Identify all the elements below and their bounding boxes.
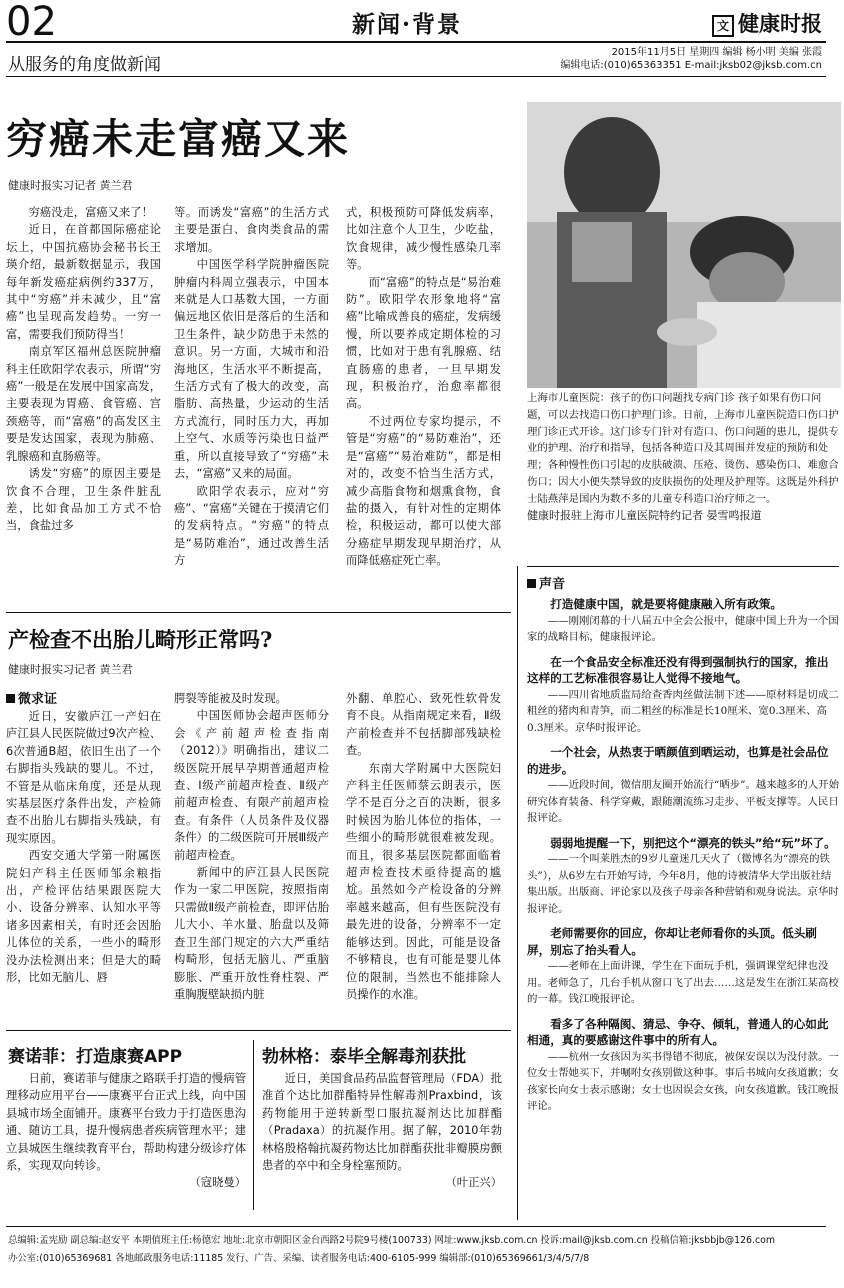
brief-separator	[253, 1040, 254, 1210]
voice-quote: 一个社会，从热衷于晒颜值到晒运动，也算是社会品位的进步。	[527, 745, 829, 776]
voice-quote: 在一个食品安全标准还没有得到强制执行的国家，推出这样的工艺标准很容易让人觉得不接地气。	[527, 654, 829, 685]
paragraph: 近日，美国食品药品监督管理局（FDA）批准首个达比加群酯特异性解毒剂Praxbind，该药物能用于逆转新型口服抗凝剂达比加群酯（Pradaxa）的抗凝作用。据了解，2010年勃林格殷格翰抗凝药物达比加群酯获批非瓣膜房颤患者的卒中和全身栓塞预防。	[262, 1072, 502, 1173]
voice-quote: 看多了各种隔阂、猜忌、争夺、倾轧，普通人的心如此相通，真的要感谢这件事中的所有人。	[527, 1016, 829, 1047]
section-title: 新闻·背景	[352, 11, 463, 38]
voice-source: ——杭州一女孩因为买书得错不彻底，被保安误以为没付款。一位女士帮她买下，并嘱咐女孩别做这种事。事后书城向女孩道歉；女孩家长向女士表示感谢；女士也因误会女孩，向女孩道歉。钱江晚报评论。	[527, 1050, 839, 1112]
voice-quote: 老师需要你的回应，你却让老师看你的头顶。低头刷屏，别忘了抬头看人。	[527, 926, 817, 957]
column-separator	[517, 566, 518, 1220]
voice-source: ——近段时间，微信朋友圈开始流行“晒步”。越来越多的人开始研究体育装备、科学穿戴，跟随潮流练习走步、平板支撑等。人民日报评论。	[527, 779, 839, 824]
paragraph: 西安交通大学第一附属医院妇产科主任医师邹余粮指出，产检评估结果跟医院大小、设备分辨率、认知水平等诸多因素相关，有时还会因胎儿体位的关系，一些小的畸形没办法检测出来；但是大的畸形，比如无脑儿、唇	[6, 849, 161, 985]
voice-item	[527, 835, 839, 918]
paragraph: 不过两位专家均提示，不管是“穷癌”的“易防难治”，还是“富癌”“易治难防”，都是相对的，改变不恰当生活方式，减少高脂食物和烟熏食物，食盐的摄入，有针对性的定期体检，积极运动，都可以使大部分癌症早期发现早期治疗，从而降低癌症死亡率。	[346, 414, 501, 568]
paragraph: 中国医师协会超声医师分会《产前超声检查指南（2012）》明确指出，建议二级医院开展早孕期普通超声检查、Ⅰ级产前超声检查、Ⅱ级产前超声检查、有限产前超声检查。有条件（人员条件及仪器条件）的二级医院可开展Ⅲ级产前超声检查。	[174, 709, 329, 862]
paragraph: 而“富癌”的特点是“易治难防”。欧阳学农形象地将“富癌”比喻成善良的癌症，发病缓慢，所以要养成定期体检的习惯，比如对于患有乳腺癌、结直肠癌的患者，一旦早期发现，积极治疗，治愈率都很高。	[346, 275, 501, 411]
paragraph: 东南大学附属中大医院妇产科主任医师蔡云朗表示，医学不是百分之百的决断，很多时候因为胎儿体位的指体，一些细小的畸形就很难被发现。而且，很多基层医院都面临着超声检查技术亟待提高的尴尬。虽然如今产检设备的分辨率越来越高，但有些医院没有最先进的设备，分辨率不一定能够达到。因此，可能是设备不够精良，也有可能是婴儿体位的限制，当然也不能排除人员操作的水准。	[346, 761, 501, 1001]
contact-line: 编辑电话:(010)65363351 E-mail:jksb02@jksb.com.cn	[560, 60, 822, 71]
lead-column-2	[174, 204, 329, 570]
paragraph: 近日，安徽庐江一产妇在庐江县人民医院做过9次产检、6次普通B超，依旧生出了一个右脚指头残缺的婴儿。不过，不管是从临床角度，还是从现实基层医疗条件出发，产检筛查不出胎儿右脚指头残缺，有现实原因。	[6, 710, 161, 845]
slogan: 从服务的角度做新闻	[8, 55, 161, 75]
second-byline: 健康时报实习记者 黄兰君	[8, 663, 133, 676]
newspaper-logo	[712, 8, 822, 38]
masthead-rule	[6, 41, 826, 43]
voice-quote: 弱弱地提醒一下，别把这个“漂亮的铁头”给“玩”坏了。	[550, 835, 836, 850]
voices-top-rule	[527, 566, 839, 567]
paragraph: 外翻、单腔心、致死性软骨发育不良。从指南规定来看，Ⅱ级产前检查并不包括脚部残缺检查。	[346, 692, 501, 758]
paragraph: 欧阳学农表示，应对“穷癌”、“富癌”关键在于摸清它们的发病特点。“穷癌”的特点是“易防难治”，通过改善生活方	[174, 484, 329, 568]
voices-kicker: 声音	[527, 573, 565, 592]
second-headline: 产检查不出胎儿畸形正常吗?	[8, 627, 273, 652]
second-column-2	[174, 690, 329, 1003]
voice-item	[527, 596, 839, 646]
logo-text: 健康时报	[738, 11, 822, 36]
voice-item	[527, 1016, 839, 1115]
lead-headline: 穷癌未走富癌又来	[6, 115, 350, 163]
paragraph: 日前，赛诺菲与健康之路联手打造的慢病管理移动应用平台——康赛平台正式上线，向中国县城市场全面铺开。康赛平台致力于打造医患沟通、随访工具，提升慢病患者疾病管理水平；建立县城医生继续教育平台，帮助构建分级诊疗体系，实现双向转诊。	[6, 1072, 246, 1173]
paragraph: 腭裂等能被及时发现。	[174, 692, 287, 705]
paragraph: 中国医学科学院肿瘤医院肿瘤内科周立强表示，中国本来就是人口基数大国，一方面偏远地区依旧是落后的生活和卫生条件，缺少防患于未然的意识。另一方面，大城市和沿海地区，生活水平不断提高，生活方式有了极大的改变，高脂肪、高热量，少运动的生活方式流行，同时压力大，再加上空气、水质等污染也日益严重，所以直接导致了“穷癌”未去，“富癌”又来的局面。	[174, 258, 329, 481]
brief-body-1	[6, 1070, 246, 1192]
brief-author-1: （寇晓曼）	[189, 1176, 246, 1190]
date-line: 2015年11月5日 星期四 编辑 杨小明 美编 张霞	[611, 47, 822, 58]
paragraph: 近日，在首都国际癌症论坛上，中国抗癌协会秘书长王瑛介绍，最新数据显示，我国每年新发癌症病例约337万，其中“穷癌”并未减少，且“富癌”也呈现高发趋势。一穷一富，需要我们预防得当！	[6, 223, 161, 341]
footer-line-2: 办公室:(010)65369681 各地邮政服务电话:11185 发行、广告、采编、读者服务电话:400-6105-999 编辑部:(010)65369661/3/4/5/7/8	[8, 1253, 590, 1264]
lead-column-1	[6, 204, 161, 535]
masthead-rule-bottom	[6, 76, 826, 77]
voice-source: ——一个叫莱胜杰的9岁儿童迷几天火了（微博名为“漂亮的铁头”），从6岁左右开始写诗，今年8月，他的诗被清华大学出版社结集出版。出版商、评论家以及孩子母亲各种营销和观身说法。京华时报评论。	[527, 853, 839, 915]
paragraph: 式，积极预防可降低发病率，比如注意个人卫生，少吃盐，饮食规律，减少慢性感染几率等。	[346, 206, 501, 272]
news-photo	[527, 102, 841, 388]
caption-text: 上海市儿童医院：孩子的伤口问题找专病门诊 孩子如果有伤口问题，可以去找造口伤口护理门诊。日前，上海市儿童医院造口伤口护理门诊正式开诊。这门诊专门针对有造口、伤口问题的患儿，提供专业的护理、治疗和指导，包括各种造口及其周围并发症的预防和处理；各种慢性伤口引起的皮肤破溃、压疮、烫伤、感染伤口、难愈合伤口；因大小便失禁导致的皮肤损伤的处理及护理等。这既是外科护士陆燕萍是国内为数不多的儿童专科造口治疗师之一。	[527, 392, 839, 505]
photo-caption	[527, 390, 839, 524]
lead-column-3	[346, 204, 501, 570]
story-divider	[6, 612, 511, 613]
paragraph: 南京军区福州总医院肿瘤科主任欧阳学农表示，所谓“穷癌”一般是在发展中国家高发，主要表现为胃癌、食管癌、宫颈癌等，而“富癌”的高发区主要是发达国家，表现为肺癌、乳腺癌和直肠癌等。	[6, 345, 161, 463]
second-column-1	[6, 708, 161, 987]
caption-credit: 健康时报驻上海市儿童医院特约记者 晏雪鸣报道	[527, 508, 762, 522]
lead-byline: 健康时报实习记者 黄兰君	[8, 179, 133, 192]
paragraph: 诱发“穷癌”的原因主要是饮食不合理，卫生条件脏乱差，比如食品加工方式不恰当，食盐过多	[6, 467, 161, 533]
voice-source: ——四川省地质监局给查香肉丝做法制下述——原材料是切成二粗丝的猪肉和青笋，而二粗丝的标准是长10厘米、宽0.3厘米、高0.3厘米。京华时报评论。	[527, 688, 839, 734]
voice-source: ——刚刚闭幕的十八届五中全会公报中，健康中国上升为一个国家的战略目标，健康报评论。	[527, 614, 839, 643]
footer-line-1: 总编辑:孟宪励 副总编:赵安平 本期值班主任:杨德宏 地址:北京市朝阳区金台西路2号院9号楼(100733) 网址:www.jksb.com.cn 投诉:mail@jksb.com.cn 投稿信箱:jksbbjb@126.com	[8, 1235, 776, 1246]
logo-mark-icon: 文	[712, 15, 734, 37]
edition-meta	[560, 46, 822, 72]
second-kicker: 微求证	[6, 688, 57, 707]
footer-rule	[6, 1226, 826, 1227]
voice-item	[527, 925, 839, 1008]
voices-list	[527, 596, 839, 1123]
paragraph: 新闻中的庐江县人民医院作为一家二甲医院，按照指南只需做Ⅱ级产前检查，即评估胎儿大小、羊水量、胎盘以及筛查卫生部门规定的六大严重结构畸形，包括无脑儿、严重脑膨胀、严重开放性脊柱裂、严重胸腹壁缺损内脏	[174, 866, 329, 1001]
brief-body-2	[262, 1070, 502, 1192]
photo-illustration	[527, 102, 841, 388]
voice-quote: 打造健康中国，就是要将健康融入所有政策。	[550, 597, 783, 611]
voice-source: ——老师在上面讲课，学生在下面玩手机，强调课堂纪律也没用。老师急了，几台手机从窗口飞了出去……这是发生在浙江某高校的一幕。钱江晚报评论。	[527, 960, 839, 1005]
brief-headline-2: 勃林格：泰毕全解毒剂获批	[262, 1047, 466, 1067]
voice-item	[527, 744, 839, 827]
paragraph: 穷癌没走，富癌又来了！	[28, 206, 153, 219]
brief-divider	[6, 1030, 511, 1031]
paragraph: 等。而诱发“富癌”的生活方式主要是蛋白、食肉类食品的需求增加。	[174, 206, 329, 254]
page-number: 02	[6, 0, 57, 45]
brief-author-2: （叶正兴）	[445, 1176, 502, 1190]
second-column-3	[346, 690, 501, 1003]
brief-headline-1: 赛诺菲：打造康赛APP	[8, 1047, 183, 1067]
voice-item	[527, 654, 839, 737]
